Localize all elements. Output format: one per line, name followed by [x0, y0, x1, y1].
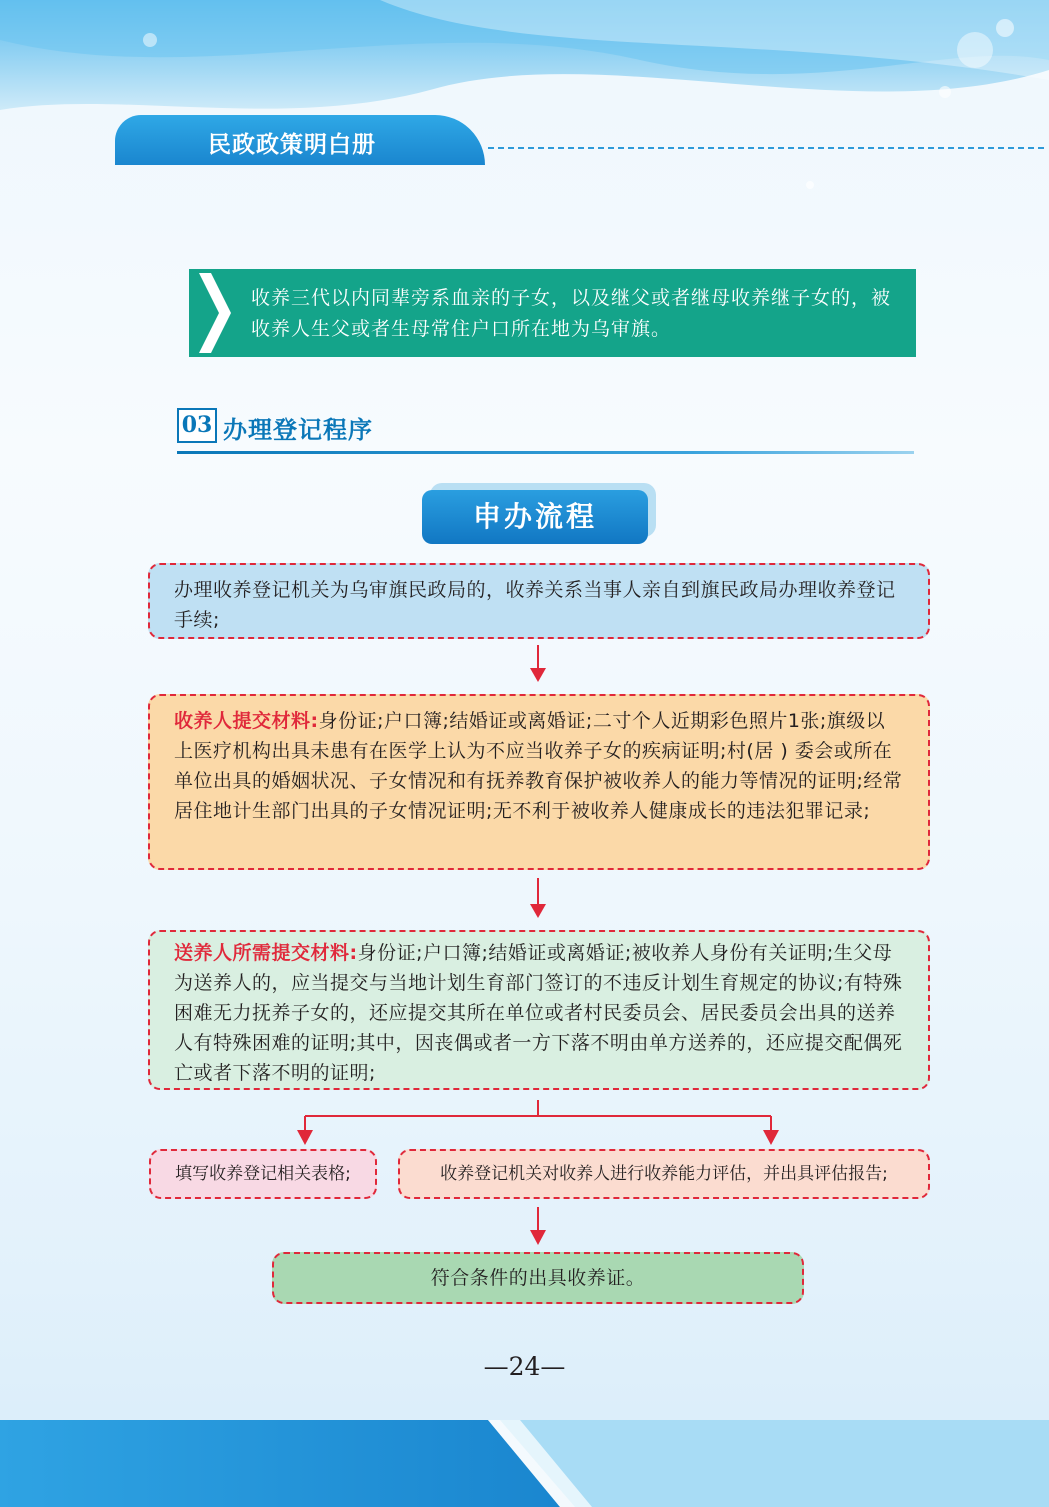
flow-step-4a-text: 填写收养登记相关表格; — [175, 1164, 351, 1184]
process-title: 申办流程 — [422, 490, 648, 544]
arrow-down-icon — [530, 1230, 546, 1245]
flow-step-4a — [149, 1149, 377, 1199]
flow-step-3 — [148, 930, 930, 1090]
flow-step-1 — [148, 563, 930, 639]
arrow-down-icon — [530, 668, 546, 682]
page-number: —24— — [483, 1352, 566, 1381]
section-number: 03 — [177, 408, 217, 443]
section-underline — [177, 451, 914, 454]
flow-step-4b — [398, 1149, 930, 1199]
arrow-down-icon — [530, 904, 546, 918]
note-banner — [189, 269, 916, 357]
flow-step-5 — [272, 1252, 804, 1304]
flow-step-1-text: 办理收养登记机关为乌审旗民政局的，收养关系当事人亲自到旗民政局办理收养登记手续; — [174, 579, 896, 631]
flow-step-2-label: 收养人提交材料: — [174, 710, 319, 732]
section-title: 办理登记程序 — [223, 416, 373, 444]
footer-band — [0, 1420, 1049, 1507]
flow-step-3-label: 送养人所需提交材料: — [174, 942, 358, 964]
chevron-right-icon — [189, 269, 233, 357]
arrow-down-icon — [297, 1130, 313, 1145]
arrow-down-icon — [763, 1130, 779, 1145]
note-text: 收养三代以内同辈旁系血亲的子女，以及继父或者继母收养继子女的，被收养人生父或者生母常住户口所在地为乌审旗。 — [251, 287, 892, 340]
flow-step-2-text: 身份证;户口簿;结婚证或离婚证;二寸个人近期彩色照片1张;旗级以上医疗机构出具未患有在医学上认为不应当收养子女的疾病证明;村(居 ) 委会或所在单位出具的婚姻状况、子女情况和有抚养教育保护被收养人的能力等情况的证明;经常居住地计生部门出具的子女情况证明;无不利于被收养人健康成长的违法犯罪记录; — [174, 710, 903, 822]
flow-step-4b-text: 收养登记机关对收养人进行收养能力评估，并出具评估报告; — [440, 1164, 888, 1184]
flow-step-5-text: 符合条件的出具收养证。 — [430, 1267, 646, 1289]
flow-step-2 — [148, 694, 930, 870]
flow-step-3-text: 身份证;户口簿;结婚证或离婚证;被收养人身份有关证明;生父母为送养人的，应当提交与当地计划生育部门签订的不违反计划生育规定的协议;有特殊困难无力抚养子女的，还应提交其所在单位或者村民委员会、居民委员会出具的送养人有特殊困难的证明;其中，因丧偶或者一方下落不明由单方送养的，还应提交配偶死亡或者下落不明的证明; — [174, 942, 903, 1084]
header-dashed-line — [488, 147, 1044, 149]
booklet-title: 民政政策明白册 — [208, 132, 376, 158]
